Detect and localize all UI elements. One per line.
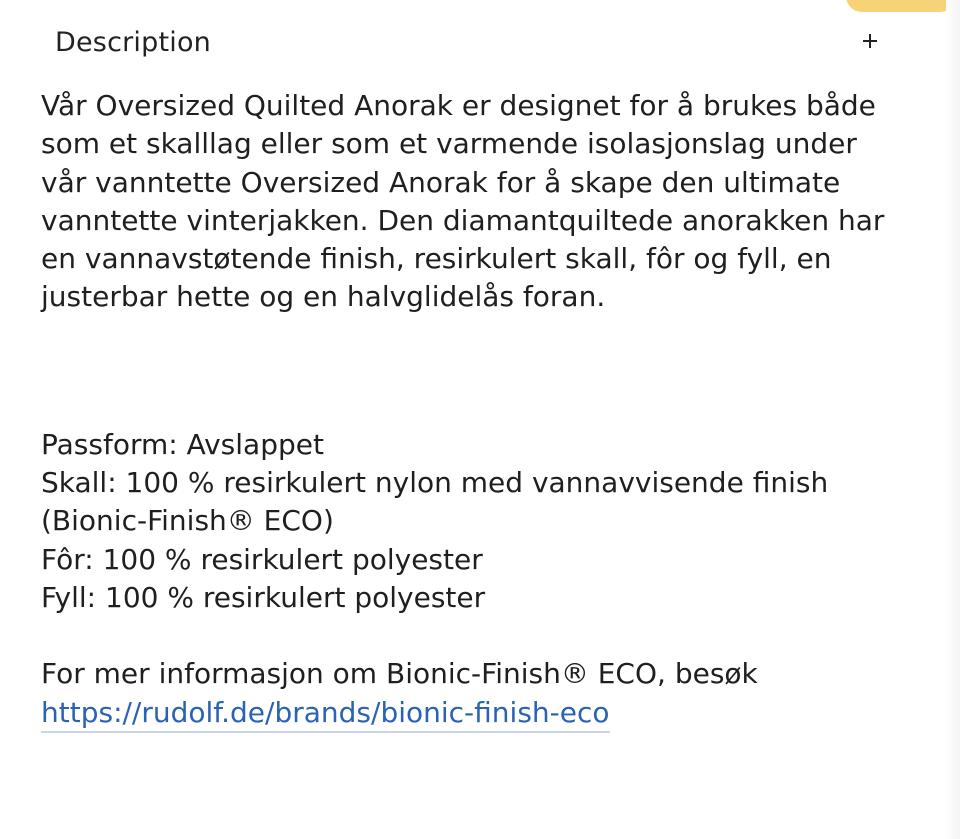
description-content	[41, 87, 911, 732]
spec-fit: Passform: Avslappet	[41, 427, 324, 461]
description-line: som et skalllag eller som et varmende isolasjonslag under	[41, 127, 857, 161]
info-paragraph	[41, 655, 911, 732]
description-line: vår vanntette Oversized Anorak for å skape den ultimate	[41, 165, 841, 199]
spec-shell: Skall: 100 % resirkulert nylon med vannavvisende finish	[41, 466, 829, 500]
scroll-edge	[946, 0, 960, 839]
description-accordion-header[interactable]	[55, 24, 895, 66]
spec-fill: Fyll: 100 % resirkulert polyester	[41, 580, 486, 614]
plus-icon[interactable]	[859, 30, 881, 52]
description-text	[41, 87, 911, 317]
spec-lining: Fôr: 100 % resirkulert polyester	[41, 542, 483, 576]
section-title: Description	[55, 27, 211, 58]
info-text: For mer informasjon om Bionic-Finish® ECO, besøk	[41, 657, 758, 691]
description-line: en vannavstøtende finish, resirkulert skall, fôr og fyll, en	[41, 242, 832, 276]
description-line: vanntette vinterjakken. Den diamantquiltede anorakken har	[41, 203, 885, 237]
description-line: Vår Oversized Quilted Anorak er designet for å brukes både	[41, 89, 876, 122]
description-line: justerbar hette og en halvglidelås foran.	[41, 280, 606, 314]
spec-list	[41, 426, 911, 617]
bionic-finish-link[interactable]: https://rudolf.de/brands/bionic-finish-eco	[41, 696, 610, 733]
spec-shell-note: (Bionic-Finish® ECO)	[41, 504, 334, 538]
corner-tab[interactable]	[846, 0, 956, 12]
